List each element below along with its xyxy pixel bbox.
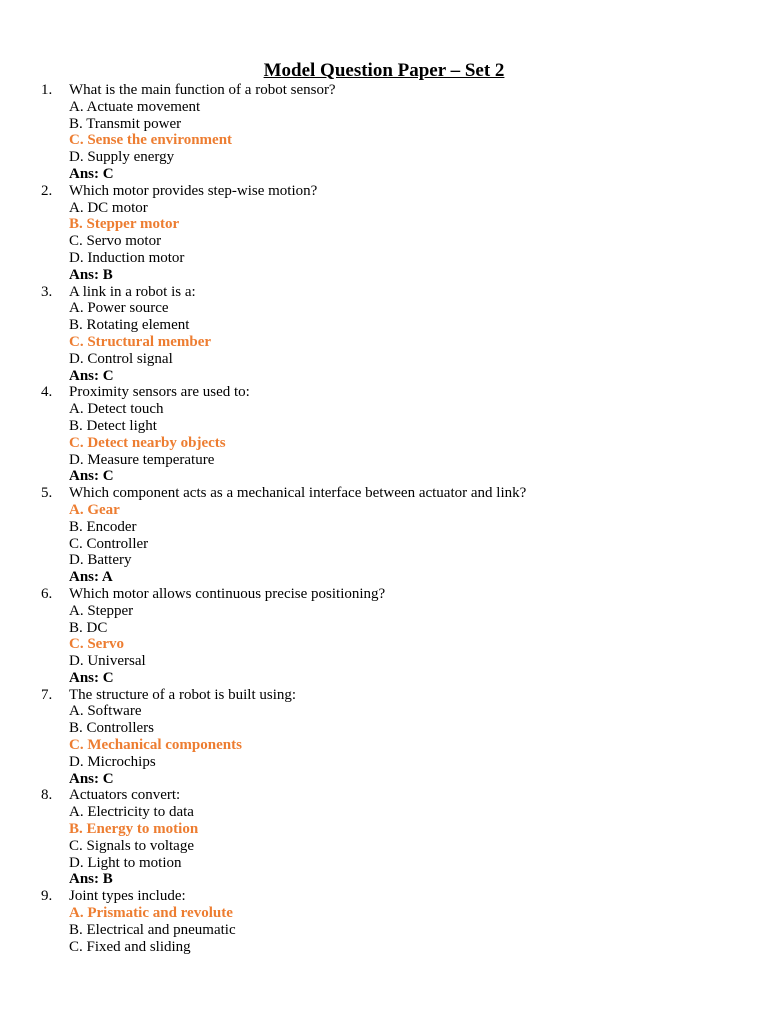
correct-option: A. Prismatic and revolute bbox=[69, 905, 233, 922]
answer-key: Ans: B bbox=[69, 871, 113, 888]
answer-option: B. Encoder bbox=[69, 518, 137, 535]
question-text: Actuators convert: bbox=[69, 787, 181, 804]
question-header bbox=[0, 586, 768, 603]
question-text: A link in a robot is a: bbox=[69, 283, 196, 300]
answer-option: D. Supply energy bbox=[69, 149, 175, 166]
answer-option: C. Controller bbox=[69, 535, 149, 552]
answer-option: A. DC motor bbox=[69, 199, 148, 216]
answer-option: D. Universal bbox=[69, 653, 146, 670]
question-header bbox=[0, 485, 768, 502]
answer-option: A. Software bbox=[69, 703, 142, 720]
answer-option: D. Measure temperature bbox=[69, 451, 215, 468]
question-number: 2. bbox=[41, 182, 53, 199]
question-item bbox=[0, 586, 768, 687]
answer-option: D. Control signal bbox=[69, 350, 173, 367]
correct-option: C. Mechanical components bbox=[69, 737, 242, 754]
answer-option: B. Controllers bbox=[69, 720, 154, 737]
question-header bbox=[0, 687, 768, 704]
question-text: The structure of a robot is built using: bbox=[69, 686, 297, 703]
page-title: Model Question Paper – Set 2 bbox=[263, 60, 505, 81]
answer-key: Ans: C bbox=[69, 669, 114, 686]
answer-option: D. Battery bbox=[69, 552, 132, 569]
correct-option: A. Gear bbox=[69, 501, 120, 518]
answer-key: Ans: C bbox=[69, 468, 114, 485]
answer-option: A. Detect touch bbox=[69, 401, 164, 418]
answer-option: B. Rotating element bbox=[69, 317, 190, 334]
question-item bbox=[0, 82, 768, 183]
question-item bbox=[0, 284, 768, 385]
question-number: 8. bbox=[41, 787, 53, 804]
correct-option: C. Sense the environment bbox=[69, 132, 233, 149]
question-header bbox=[0, 384, 768, 401]
question-number: 1. bbox=[41, 82, 53, 98]
answer-option: C. Signals to voltage bbox=[69, 837, 194, 854]
question-item bbox=[0, 787, 768, 888]
question-header bbox=[0, 787, 768, 804]
answer-option: C. Fixed and sliding bbox=[69, 938, 191, 955]
question-number: 3. bbox=[41, 283, 53, 300]
question-header bbox=[0, 284, 768, 301]
answer-key: Ans: C bbox=[69, 367, 114, 384]
answer-option: B. DC bbox=[69, 619, 108, 636]
correct-option: C. Servo bbox=[69, 636, 124, 653]
answer-option: B. Detect light bbox=[69, 417, 157, 434]
question-text: Proximity sensors are used to: bbox=[69, 384, 250, 401]
question-text: Joint types include: bbox=[69, 888, 186, 905]
answer-key: Ans: C bbox=[69, 770, 114, 787]
answer-key: Ans: C bbox=[69, 165, 114, 182]
answer-option: B. Transmit power bbox=[69, 115, 182, 132]
question-number: 7. bbox=[41, 686, 53, 703]
correct-option: C. Detect nearby objects bbox=[69, 434, 226, 451]
question-header bbox=[0, 888, 768, 905]
correct-option: B. Stepper motor bbox=[69, 216, 180, 233]
question-text: Which motor provides step-wise motion? bbox=[69, 182, 318, 199]
answer-option: C. Servo motor bbox=[69, 233, 162, 250]
question-item bbox=[0, 687, 768, 788]
answer-option: A. Electricity to data bbox=[69, 804, 194, 821]
question-number: 5. bbox=[41, 485, 53, 502]
answer-key: Ans: A bbox=[69, 569, 113, 586]
answer-option: D. Microchips bbox=[69, 753, 156, 770]
answer-option: A. Stepper bbox=[69, 602, 134, 619]
question-number: 6. bbox=[41, 585, 53, 602]
answer-key: Ans: B bbox=[69, 266, 113, 283]
question-item bbox=[0, 485, 768, 586]
answer-option: D. Light to motion bbox=[69, 854, 182, 871]
question-item bbox=[0, 183, 768, 284]
question-text: Which motor allows continuous precise positioning? bbox=[69, 585, 386, 602]
answer-option: B. Electrical and pneumatic bbox=[69, 921, 236, 938]
question-header bbox=[0, 183, 768, 200]
answer-option: A. Power source bbox=[69, 300, 169, 317]
question-text: What is the main function of a robot sensor? bbox=[69, 82, 336, 98]
correct-option: B. Energy to motion bbox=[69, 821, 199, 838]
question-header bbox=[0, 82, 768, 99]
question-text: Which component acts as a mechanical interface between actuator and link? bbox=[69, 485, 527, 502]
correct-option: C. Structural member bbox=[69, 333, 212, 350]
question-list bbox=[0, 82, 768, 955]
question-item bbox=[0, 384, 768, 485]
answer-option: D. Induction motor bbox=[69, 249, 185, 266]
answer-option: A. Actuate movement bbox=[69, 98, 201, 115]
question-item bbox=[0, 888, 768, 955]
question-number: 4. bbox=[41, 384, 53, 401]
question-number: 9. bbox=[41, 888, 53, 905]
